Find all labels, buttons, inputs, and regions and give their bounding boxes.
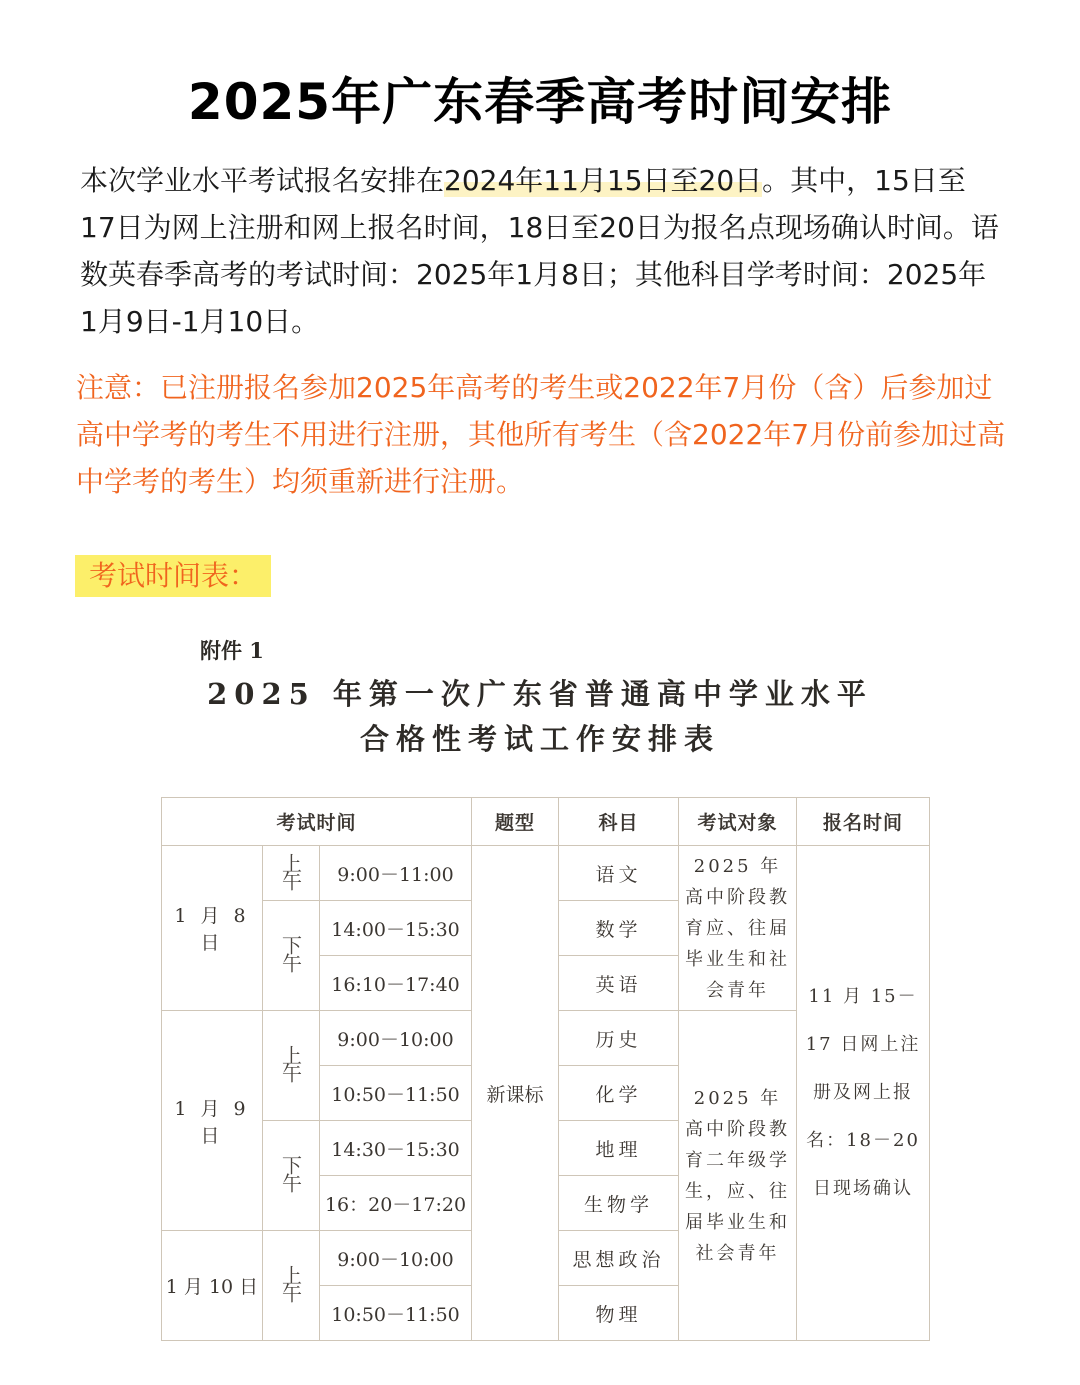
period-label: 上午	[278, 1045, 303, 1081]
header-exam-type: 题型	[472, 798, 559, 846]
page-title: 2025年广东春季高考时间安排	[187, 73, 893, 131]
period-cell	[263, 1121, 320, 1231]
subject-cell: 思想政治	[559, 1231, 679, 1286]
time-cell: 10:50－11:50	[320, 1286, 472, 1341]
subject-cell: 语文	[559, 846, 679, 901]
document-title-line2: 合格性考试工作安排表	[359, 722, 720, 756]
day-cell: 1 月 9 日	[162, 1011, 263, 1231]
period-cell	[263, 1011, 320, 1121]
period-cell	[263, 846, 320, 901]
period-label: 下午	[278, 935, 303, 971]
subject-cell: 物理	[559, 1286, 679, 1341]
exam-schedule-table	[161, 797, 930, 1341]
attachment-label: 附件 1	[200, 638, 264, 663]
schedule-section-label: 考试时间表：	[75, 555, 271, 597]
time-cell: 16：20－17:20	[320, 1176, 472, 1231]
subject-cell: 化学	[559, 1066, 679, 1121]
document-title-line1: 2025 年第一次广东省普通高中学业水平	[207, 677, 873, 711]
subject-cell: 地理	[559, 1121, 679, 1176]
time-cell: 14:30－15:30	[320, 1121, 472, 1176]
notice-paragraph: 注意：已注册报名参加2025年高考的考生或2022年7月份（含）后参加过高中学考的考生不用进行注册，其他所有考生（含2022年7月份前参加过高中学考的考生）均须重新进行注册。	[76, 371, 1006, 498]
period-label: 上午	[278, 852, 303, 889]
target-cell-group2: 2025 年高中阶段教育二年级学生，应、往届毕业生和社会青年	[679, 1011, 797, 1341]
period-cell	[263, 901, 320, 1011]
time-cell: 9:00－10:00	[320, 1011, 472, 1066]
exam-type-cell: 新课标	[472, 846, 559, 1341]
subject-cell: 历史	[559, 1011, 679, 1066]
period-cell	[263, 1231, 320, 1341]
table-row	[162, 846, 930, 901]
header-target: 考试对象	[679, 798, 797, 846]
header-subject: 科目	[559, 798, 679, 846]
time-cell: 9:00－11:00	[320, 846, 472, 901]
scanned-document	[0, 620, 1080, 1380]
day-cell: 1 月 8 日	[162, 846, 263, 1011]
time-cell: 14:00－15:30	[320, 901, 472, 956]
target-cell-group1: 2025 年高中阶段教育应、往届毕业生和社会青年	[679, 846, 797, 1011]
period-label: 下午	[278, 1155, 303, 1191]
day-cell: 1 月 10 日	[162, 1231, 263, 1341]
time-cell: 9:00－10:00	[320, 1231, 472, 1286]
header-exam-time: 考试时间	[162, 798, 472, 846]
registration-time-cell: 11 月 15－17 日网上注册及网上报名：18－20 日现场确认	[797, 846, 930, 1341]
intro-text-1: 本次学业水平考试报名安排在	[80, 164, 445, 197]
subject-cell: 数学	[559, 901, 679, 956]
intro-text-2: 。其中，15日至17日为网上注册和网上报名时间，18日至20日为报名点现场确认时间。语数英春季高考的考试时间：2025年1月8日；其他科目学考时间：2025年1月9日-1月10日。	[80, 164, 999, 338]
time-cell: 16:10－17:40	[320, 956, 472, 1011]
period-label: 上午	[278, 1265, 303, 1301]
subject-cell: 生物学	[559, 1176, 679, 1231]
registration-date-highlight: 2024年11月15日至20日	[444, 164, 763, 197]
time-cell: 10:50－11:50	[320, 1066, 472, 1121]
subject-cell: 英语	[559, 956, 679, 1011]
table-header-row	[162, 798, 930, 846]
intro-paragraph	[80, 157, 1000, 345]
header-registration: 报名时间	[797, 798, 930, 846]
